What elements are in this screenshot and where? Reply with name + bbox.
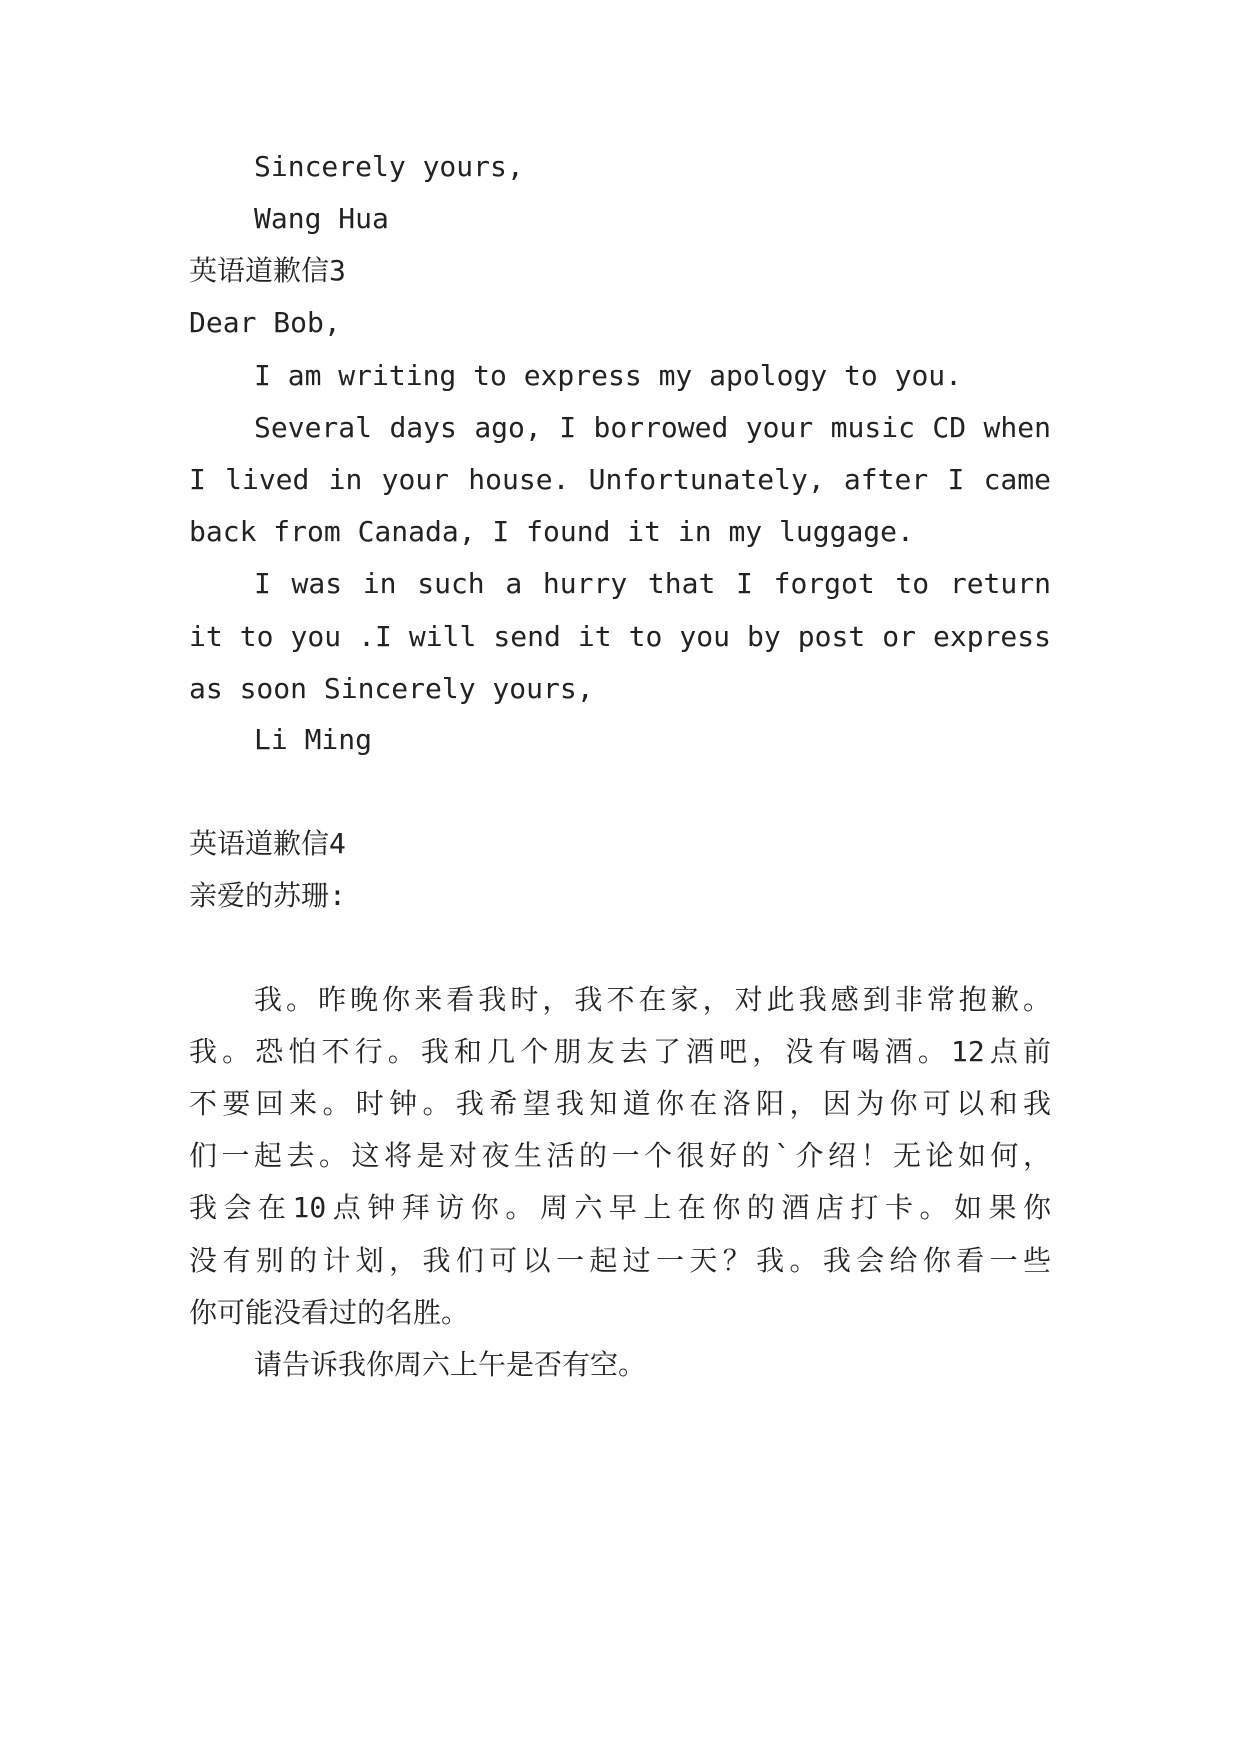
- section-heading: 英语道歉信4: [189, 827, 346, 860]
- paragraph-line: 你可能没看过的名胜。: [189, 1296, 470, 1329]
- paragraph-line: Several days ago, I borrowed your music CD when: [254, 411, 1051, 444]
- paragraph-line: back from Canada, I found it in my luggage.: [189, 515, 914, 548]
- section-heading: 英语道歉信3: [189, 254, 346, 287]
- paragraph-line: 我。昨晚你来看我时，我不在家，对此我感到非常抱歉。: [254, 983, 1051, 1016]
- salutation: Dear Bob,: [189, 306, 341, 339]
- paragraph-line: 没有别的计划，我们可以一起过一天？我。我会给你看一些: [189, 1244, 1051, 1277]
- paragraph-line: I was in such a hurry that I forgot to return: [254, 567, 1051, 600]
- paragraph-line: as soon Sincerely yours,: [189, 672, 594, 705]
- paragraph-line: 请告诉我你周六上午是否有空。: [254, 1348, 647, 1381]
- paragraph-line: 不要回来。时钟。我希望我知道你在洛阳，因为你可以和我: [189, 1087, 1051, 1120]
- valediction: Sincerely yours,: [254, 150, 524, 183]
- paragraph-line: it to you .I will send it to you by post or express: [189, 620, 1051, 653]
- paragraph-line: I lived in your house. Unfortunately, after I came: [189, 463, 1051, 496]
- signature: Wang Hua: [254, 202, 389, 235]
- paragraph-line: I am writing to express my apology to you.: [254, 359, 963, 392]
- paragraph-line: 我。恐怕不行。我和几个朋友去了酒吧，没有喝酒。12点前: [189, 1035, 1051, 1068]
- paragraph-line: 们一起去。这将是对夜生活的一个很好的`介绍！无论如何，: [189, 1139, 1051, 1172]
- salutation: 亲爱的苏珊:: [189, 879, 346, 912]
- signature: Li Ming: [254, 723, 373, 756]
- paragraph-line: 我会在10点钟拜访你。周六早上在你的酒店打卡。如果你: [189, 1191, 1051, 1224]
